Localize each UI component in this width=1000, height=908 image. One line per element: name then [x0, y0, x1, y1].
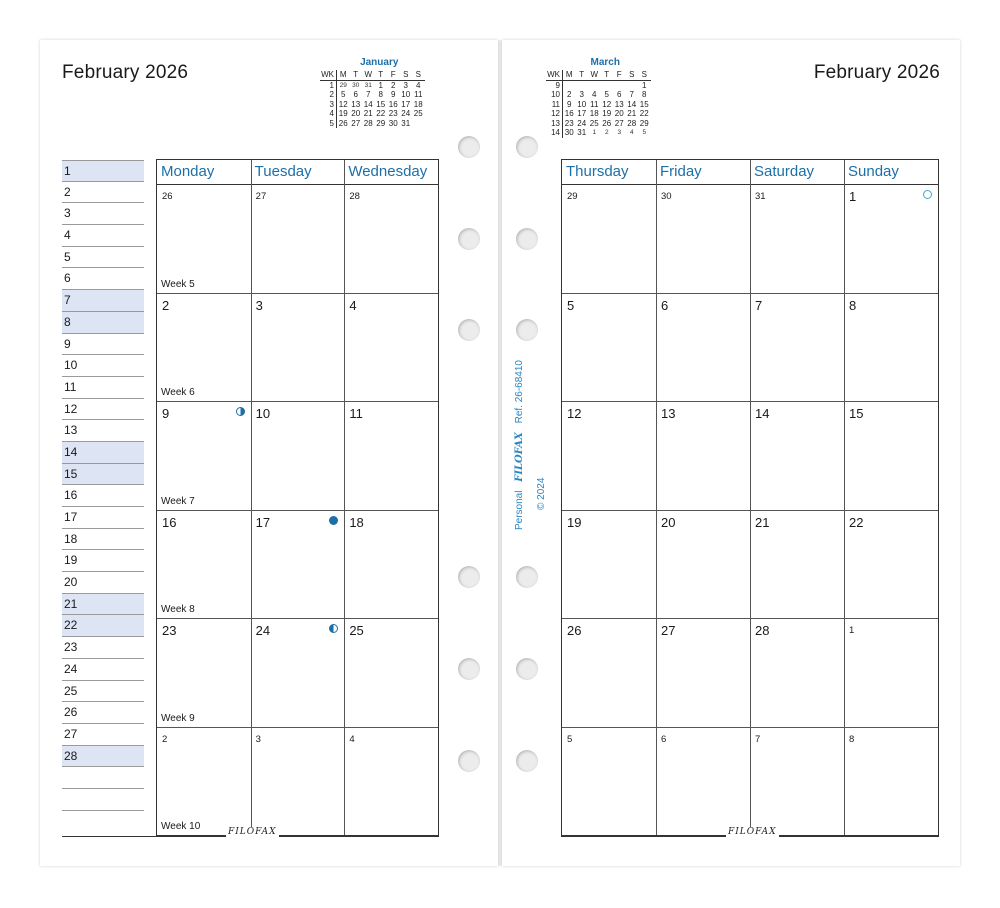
day-number: 20 [661, 514, 676, 530]
mini-day: 25 [413, 109, 423, 118]
mini-day: 14 [627, 99, 637, 109]
day-cell[interactable] [157, 401, 251, 510]
day-cell[interactable] [251, 401, 345, 510]
mini-day: 20 [351, 109, 361, 118]
mini-day: 9 [391, 90, 396, 99]
day-cell[interactable] [656, 401, 750, 510]
mini-header-cell: S [626, 70, 639, 80]
mini-day: 14 [363, 99, 373, 109]
numbered-line[interactable] [62, 290, 144, 312]
day-cell[interactable] [251, 727, 345, 836]
line-number: 6 [64, 271, 71, 286]
line-number: 19 [64, 553, 78, 568]
week-label: Week 6 [161, 387, 195, 398]
day-number: 16 [162, 514, 177, 530]
moon-phase-icon [329, 624, 338, 633]
mini-day: 16 [388, 99, 398, 109]
day-number: 22 [849, 514, 864, 530]
numbered-line[interactable] [62, 182, 144, 204]
weekday-header: Saturday [754, 163, 815, 180]
line-number: 26 [64, 705, 78, 720]
numbered-line[interactable] [62, 659, 144, 681]
mini-day: 2 [391, 80, 396, 90]
numbered-line[interactable] [62, 550, 144, 572]
product-size: Personal [514, 490, 525, 530]
mini-day: 24 [401, 109, 411, 118]
mini-day: 12 [338, 99, 348, 109]
day-cell[interactable] [750, 184, 844, 293]
numbered-line[interactable] [62, 507, 144, 529]
mini-header-cell: S [638, 70, 651, 80]
mini-day: 21 [363, 109, 373, 118]
line-number: 16 [64, 488, 78, 503]
mini-day: 24 [577, 118, 587, 128]
mini-day: 27 [351, 118, 361, 128]
numbered-line[interactable] [62, 702, 144, 724]
mini-week-number: 4 [320, 109, 337, 119]
mini-calendar-january [320, 57, 425, 128]
day-cell[interactable] [344, 293, 438, 402]
page-title-right: February 2026 [813, 62, 940, 83]
day-cell[interactable] [344, 401, 438, 510]
numbered-line[interactable] [62, 615, 144, 637]
mini-day: 19 [602, 109, 612, 118]
mini-header-cell: S [400, 70, 413, 80]
mini-day: 23 [564, 118, 574, 128]
day-number: 10 [255, 406, 271, 421]
line-number: 24 [64, 661, 78, 676]
mini-day: 15 [639, 99, 649, 109]
day-cell[interactable] [656, 510, 750, 619]
numbered-line[interactable] [62, 442, 144, 464]
mini-day: 8 [378, 90, 383, 99]
mini-day: 30 [352, 81, 360, 89]
mini-header-cell: F [387, 70, 400, 80]
day-number: 25 [349, 623, 364, 638]
copyright: © 2024 [536, 477, 547, 510]
line-number: 3 [64, 206, 71, 221]
ring-hole [516, 566, 538, 588]
week-grid-right [561, 159, 939, 836]
mini-header-cell: W [362, 70, 375, 80]
day-cell[interactable] [562, 184, 656, 293]
numbered-line[interactable] [62, 594, 144, 616]
page-title-left: February 2026 [62, 62, 189, 83]
mini-header-cell: WK [546, 70, 563, 80]
week-label: Week 8 [161, 604, 195, 615]
day-cell[interactable] [344, 184, 438, 293]
mini-day: 23 [388, 109, 398, 118]
line-number: 25 [64, 683, 78, 698]
line-number: 20 [64, 575, 78, 590]
week-label: Week 7 [161, 495, 195, 507]
weekday-header: Friday [660, 163, 702, 180]
mini-day: 30 [388, 118, 398, 128]
mini-header-cell: M [337, 70, 350, 80]
moon-phase-icon [329, 516, 338, 525]
mini-day: 6 [617, 90, 622, 99]
day-number: 28 [755, 623, 770, 638]
mini-day: 31 [364, 81, 372, 89]
numbered-line[interactable] [62, 312, 144, 334]
mini-day: 1 [642, 80, 647, 90]
numbered-line[interactable] [62, 789, 144, 811]
day-cell[interactable] [344, 727, 438, 836]
ring-hole [458, 750, 480, 772]
day-cell[interactable] [844, 510, 938, 619]
line-number: 13 [64, 423, 78, 438]
mini-header-cell: T [601, 70, 614, 80]
week-label: Week 9 [161, 712, 195, 724]
numbered-line[interactable] [62, 247, 144, 269]
numbered-line[interactable] [62, 572, 144, 594]
numbered-line[interactable] [62, 377, 144, 399]
day-number: 30 [661, 191, 672, 202]
mini-day: 17 [577, 109, 587, 118]
weekday-header: Sunday [848, 163, 899, 180]
weekday-header: Wednesday [348, 163, 428, 180]
ring-hole [458, 658, 480, 680]
day-number: 7 [755, 297, 763, 313]
ring-hole [516, 136, 538, 158]
mini-day [576, 80, 589, 90]
numbered-line[interactable] [62, 485, 144, 507]
mini-day: 27 [614, 118, 624, 128]
numbered-line[interactable] [62, 225, 144, 247]
mini-day: 9 [567, 99, 572, 109]
numbered-line[interactable] [62, 268, 144, 290]
mini-day [588, 80, 601, 90]
day-number: 5 [567, 297, 575, 313]
day-number: 18 [349, 514, 364, 530]
day-number: 8 [849, 297, 857, 313]
day-number: 27 [255, 191, 267, 202]
day-number: 9 [162, 406, 170, 421]
filofax-logo: FILOFAX [228, 827, 277, 837]
day-cell[interactable] [750, 510, 844, 619]
mini-day: 18 [589, 109, 599, 118]
ring-hole [458, 319, 480, 341]
line-number: 4 [64, 228, 71, 243]
numbered-line[interactable] [62, 420, 144, 442]
mini-day: 7 [629, 90, 634, 99]
day-cell[interactable] [157, 727, 251, 836]
numbered-lines [62, 160, 144, 811]
day-cell[interactable] [750, 618, 844, 727]
line-number: 12 [64, 401, 78, 416]
right-page [502, 40, 960, 866]
ring-hole [458, 228, 480, 250]
day-number: 31 [755, 191, 766, 202]
numbered-line[interactable] [62, 203, 144, 225]
numbered-line[interactable] [62, 464, 144, 486]
day-number: 8 [849, 733, 855, 745]
day-cell[interactable] [656, 618, 750, 727]
mini-week-number: 3 [320, 100, 337, 110]
mini-header-cell: WK [320, 70, 337, 80]
mini-day: 28 [627, 118, 637, 128]
mini-day: 10 [401, 90, 411, 99]
mini-day: 13 [614, 99, 624, 109]
mini-day: 22 [376, 109, 386, 118]
day-number: 5 [567, 733, 573, 745]
week-grid-left [156, 159, 439, 836]
line-number: 8 [64, 314, 71, 329]
numbered-line[interactable] [62, 334, 144, 356]
mini-day: 7 [366, 90, 371, 99]
day-cell[interactable] [844, 727, 938, 836]
mini-day: 25 [589, 118, 599, 128]
day-cell[interactable] [562, 401, 656, 510]
mini-day: 26 [602, 118, 612, 128]
mini-day: 10 [577, 99, 587, 109]
mini-header-cell: T [375, 70, 388, 80]
mini-day: 29 [339, 81, 347, 89]
mini-day: 19 [338, 109, 348, 118]
day-number: 2 [162, 733, 168, 745]
mini-day: 4 [629, 129, 634, 136]
weekday-header: Thursday [566, 163, 629, 180]
mini-day: 1 [592, 129, 597, 136]
day-number: 4 [349, 733, 355, 745]
mini-week-number: 10 [546, 90, 563, 100]
weekday-header: Monday [161, 163, 215, 180]
mini-day: 26 [338, 118, 348, 128]
line-number: 15 [64, 466, 78, 481]
day-cell[interactable] [562, 727, 656, 836]
filofax-logo: FILOFAX [728, 827, 777, 837]
day-cell[interactable] [844, 293, 938, 402]
mini-week-number: 1 [320, 80, 337, 90]
day-cell[interactable] [656, 727, 750, 836]
mini-day: 3 [617, 129, 622, 136]
mini-calendar-march [546, 57, 651, 138]
line-number: 7 [64, 293, 71, 308]
line-number: 27 [64, 726, 78, 741]
day-cell[interactable] [157, 293, 251, 402]
ring-hole [516, 319, 538, 341]
mini-header-cell: S [412, 70, 425, 80]
mini-day: 31 [401, 118, 411, 128]
mini-week-number: 2 [320, 90, 337, 100]
day-number: 14 [755, 406, 770, 421]
ring-hole [516, 750, 538, 772]
day-number: 29 [567, 191, 578, 202]
mini-day: 11 [414, 90, 423, 99]
day-number: 4 [349, 297, 357, 313]
mini-day: 20 [614, 109, 624, 118]
line-number: 10 [64, 358, 78, 373]
day-number: 21 [755, 514, 770, 530]
day-number: 13 [661, 406, 676, 421]
day-number: 19 [567, 514, 582, 530]
mini-week-number: 9 [546, 80, 563, 90]
numbered-line[interactable] [62, 160, 144, 182]
left-page [40, 40, 498, 866]
day-cell[interactable] [844, 618, 938, 727]
day-cell[interactable] [157, 618, 251, 727]
mini-day: 1 [378, 80, 383, 90]
numbered-line[interactable] [62, 355, 144, 377]
day-cell[interactable] [844, 184, 938, 293]
day-number: 1 [849, 189, 857, 204]
mini-header-cell: M [563, 70, 576, 80]
day-number: 3 [255, 297, 263, 313]
day-number: 26 [567, 623, 582, 638]
mini-day: 4 [592, 90, 597, 99]
mini-week-number: 14 [546, 128, 563, 138]
mini-day: 2 [604, 129, 609, 136]
line-number: 22 [64, 618, 78, 633]
ring-hole [516, 228, 538, 250]
filofax-wordmark: FILOFAX [514, 432, 525, 482]
day-number: 27 [661, 623, 676, 638]
mini-day: 5 [604, 90, 609, 99]
line-number: 28 [64, 748, 78, 763]
day-number: 17 [255, 514, 271, 530]
mini-day: 11 [590, 99, 599, 109]
day-cell[interactable] [157, 184, 251, 293]
mini-day: 21 [627, 109, 637, 118]
mini-day [563, 80, 576, 90]
mini-day: 8 [642, 90, 647, 99]
day-cell[interactable] [251, 618, 345, 727]
line-number: 1 [64, 164, 71, 178]
mini-day: 4 [416, 80, 421, 90]
line-number: 11 [64, 379, 77, 394]
line-number: 23 [64, 640, 78, 655]
day-number: 2 [162, 297, 170, 313]
day-cell[interactable] [562, 510, 656, 619]
mini-day: 31 [577, 128, 587, 137]
mini-header-cell: F [613, 70, 626, 80]
day-number: 23 [162, 623, 177, 638]
day-number: 11 [349, 406, 363, 421]
mini-day: 16 [564, 109, 574, 118]
mini-day: 17 [401, 99, 411, 109]
mini-day: 6 [353, 90, 358, 99]
mini-day: 12 [602, 99, 612, 109]
product-reference [514, 360, 525, 530]
ring-hole [458, 136, 480, 158]
day-number: 24 [255, 623, 271, 638]
day-cell[interactable] [562, 293, 656, 402]
day-number: 28 [349, 191, 360, 202]
week-label: Week 10 [161, 821, 201, 832]
weekday-header: Tuesday [254, 163, 312, 180]
numbered-line[interactable] [62, 399, 144, 421]
day-number: 26 [162, 191, 173, 202]
numbered-line[interactable] [62, 767, 144, 789]
day-cell[interactable] [844, 401, 938, 510]
ring-hole [458, 566, 480, 588]
mini-day: 30 [564, 128, 574, 137]
mini-week-number: 5 [320, 119, 337, 129]
day-number: 6 [661, 733, 667, 745]
mini-day [613, 80, 626, 90]
line-number: 17 [64, 510, 78, 524]
moon-phase-icon [923, 190, 932, 199]
day-cell[interactable] [750, 727, 844, 836]
mini-day [412, 119, 425, 129]
day-cell[interactable] [750, 293, 844, 402]
mini-day: 5 [341, 90, 346, 99]
week-label: Week 5 [161, 278, 195, 290]
day-cell[interactable] [750, 401, 844, 510]
mini-day: 15 [376, 99, 386, 109]
day-number: 3 [255, 733, 261, 745]
day-cell[interactable] [344, 510, 438, 619]
mini-day [626, 80, 639, 90]
mini-header-cell: T [576, 70, 589, 80]
line-number: 5 [64, 249, 71, 264]
line-number: 2 [64, 184, 71, 199]
numbered-line[interactable] [62, 724, 144, 746]
day-cell[interactable] [251, 510, 345, 619]
mini-day: 3 [403, 80, 408, 90]
mini-day: 18 [413, 99, 423, 109]
mini-week-number: 13 [546, 119, 563, 129]
day-cell[interactable] [251, 293, 345, 402]
ring-hole [516, 658, 538, 680]
mini-day: 22 [639, 109, 649, 118]
mini-day: 5 [642, 129, 647, 136]
day-number: 1 [849, 625, 855, 636]
mini-day: 13 [351, 99, 361, 109]
mini-week-number: 12 [546, 109, 563, 119]
mini-day [601, 80, 614, 90]
day-cell[interactable] [157, 510, 251, 619]
mini-day: 28 [363, 118, 373, 128]
numbered-line[interactable] [62, 529, 144, 551]
mini-calendar-title: March [590, 57, 620, 68]
numbered-line[interactable] [62, 746, 144, 768]
day-number: 15 [849, 406, 864, 421]
line-number: 21 [64, 596, 78, 611]
day-number: 12 [567, 406, 582, 421]
mini-day: 2 [567, 90, 572, 99]
day-cell[interactable] [344, 618, 438, 727]
mini-day: 29 [376, 118, 386, 128]
line-number: 9 [64, 336, 71, 351]
numbered-line[interactable] [62, 681, 144, 703]
line-number: 14 [64, 444, 78, 459]
day-cell[interactable] [656, 293, 750, 402]
mini-day: 3 [579, 90, 584, 99]
moon-phase-icon [236, 407, 245, 416]
day-cell[interactable] [562, 618, 656, 727]
mini-header-cell: T [350, 70, 363, 80]
day-number: 7 [755, 733, 761, 745]
numbered-line[interactable] [62, 637, 144, 659]
mini-header-cell: W [588, 70, 601, 80]
mini-week-number: 11 [546, 100, 563, 110]
product-ref: Ref. 26-68410 [514, 360, 525, 424]
mini-day: 29 [639, 118, 649, 128]
mini-calendar-title: January [360, 57, 399, 68]
day-number: 6 [661, 297, 669, 313]
line-number: 18 [64, 531, 78, 546]
day-cell[interactable] [251, 184, 345, 293]
day-cell[interactable] [656, 184, 750, 293]
